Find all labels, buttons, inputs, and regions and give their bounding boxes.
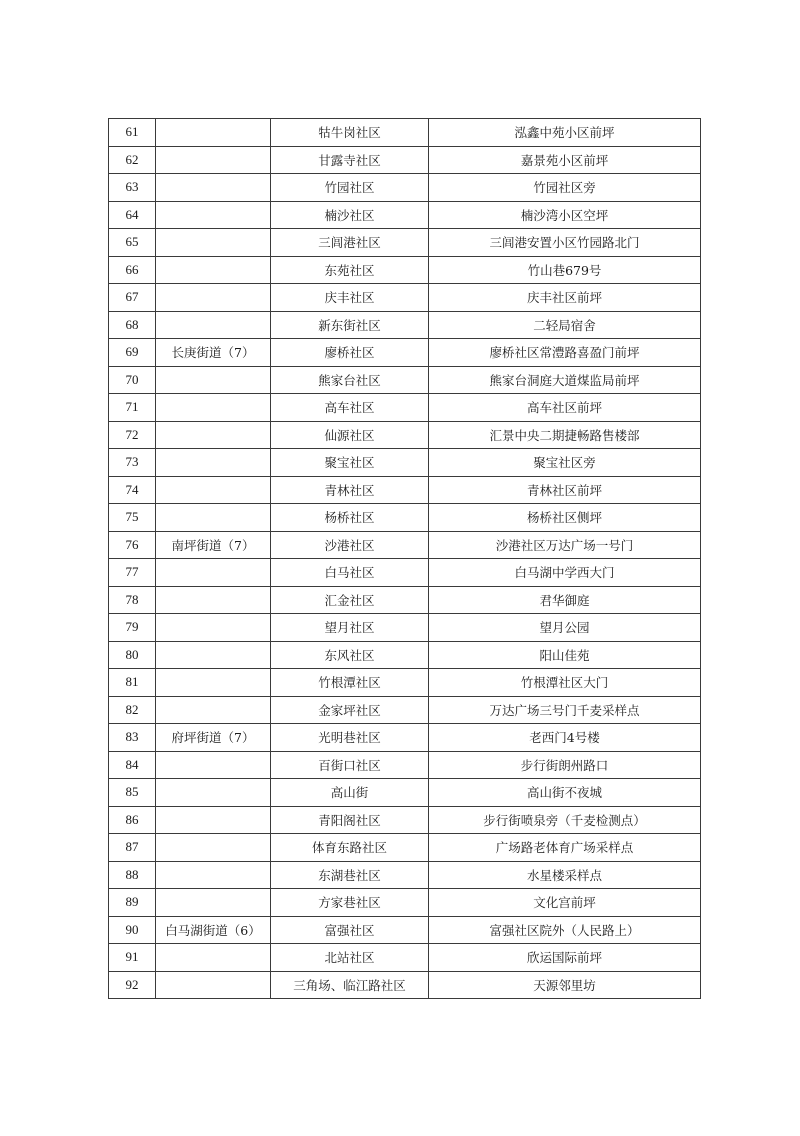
sampling-site: 沙港社区万达广场一号门 — [429, 531, 701, 559]
row-number: 72 — [109, 421, 156, 449]
street-name — [156, 889, 271, 917]
street-name — [156, 861, 271, 889]
street-name — [156, 229, 271, 257]
street-name — [156, 119, 271, 147]
sampling-site: 步行街朗州路口 — [429, 751, 701, 779]
sampling-site: 欣运国际前坪 — [429, 944, 701, 972]
table-row — [109, 779, 701, 807]
row-number: 71 — [109, 394, 156, 422]
street-name — [156, 806, 271, 834]
row-number: 66 — [109, 256, 156, 284]
sampling-site: 阳山佳苑 — [429, 641, 701, 669]
street-name — [156, 394, 271, 422]
community-name: 百街口社区 — [271, 751, 429, 779]
community-name: 北站社区 — [271, 944, 429, 972]
table-row — [109, 751, 701, 779]
community-name: 东苑社区 — [271, 256, 429, 284]
community-name: 东湖巷社区 — [271, 861, 429, 889]
street-name — [156, 421, 271, 449]
row-number: 73 — [109, 449, 156, 477]
table-row — [109, 614, 701, 642]
row-number: 65 — [109, 229, 156, 257]
row-number: 91 — [109, 944, 156, 972]
community-name: 方家巷社区 — [271, 889, 429, 917]
sampling-site: 广场路老体育广场采样点 — [429, 834, 701, 862]
row-number: 70 — [109, 366, 156, 394]
table-row — [109, 834, 701, 862]
sampling-site: 步行街喷泉旁（千麦检测点） — [429, 806, 701, 834]
table-row — [109, 256, 701, 284]
sampling-site: 青林社区前坪 — [429, 476, 701, 504]
row-number: 69 — [109, 339, 156, 367]
community-name: 高山街 — [271, 779, 429, 807]
sampling-site: 三闾港安置小区竹园路北门 — [429, 229, 701, 257]
table-row — [109, 559, 701, 587]
sampling-site: 廖桥社区常澧路喜盈门前坪 — [429, 339, 701, 367]
row-number: 85 — [109, 779, 156, 807]
community-name: 聚宝社区 — [271, 449, 429, 477]
row-number: 92 — [109, 971, 156, 999]
row-number: 89 — [109, 889, 156, 917]
community-name: 竹园社区 — [271, 174, 429, 202]
community-name: 东风社区 — [271, 641, 429, 669]
table-row — [109, 146, 701, 174]
street-name — [156, 449, 271, 477]
sampling-site: 竹山巷679号 — [429, 256, 701, 284]
community-name: 廖桥社区 — [271, 339, 429, 367]
row-number: 74 — [109, 476, 156, 504]
row-number: 90 — [109, 916, 156, 944]
street-name — [156, 641, 271, 669]
table-row — [109, 476, 701, 504]
table-row — [109, 174, 701, 202]
community-name: 体育东路社区 — [271, 834, 429, 862]
street-name — [156, 834, 271, 862]
community-name: 青阳阁社区 — [271, 806, 429, 834]
sampling-site: 汇景中央二期捷畅路售楼部 — [429, 421, 701, 449]
street-name — [156, 751, 271, 779]
row-number: 67 — [109, 284, 156, 312]
table-row — [109, 421, 701, 449]
community-name: 牯牛岗社区 — [271, 119, 429, 147]
street-name: 白马湖街道（6） — [156, 916, 271, 944]
street-name — [156, 944, 271, 972]
community-name: 熊家台社区 — [271, 366, 429, 394]
street-name — [156, 146, 271, 174]
sampling-site: 熊家台洞庭大道煤监局前坪 — [429, 366, 701, 394]
community-name: 白马社区 — [271, 559, 429, 587]
table-row — [109, 944, 701, 972]
community-name: 楠沙社区 — [271, 201, 429, 229]
table-row — [109, 696, 701, 724]
sampling-site-table — [108, 118, 701, 999]
community-name: 三角场、临江路社区 — [271, 971, 429, 999]
street-name — [156, 696, 271, 724]
row-number: 76 — [109, 531, 156, 559]
table-body — [109, 119, 701, 999]
row-number: 81 — [109, 669, 156, 697]
sampling-site: 竹根潭社区大门 — [429, 669, 701, 697]
street-name — [156, 311, 271, 339]
row-number: 79 — [109, 614, 156, 642]
community-name: 庆丰社区 — [271, 284, 429, 312]
row-number: 87 — [109, 834, 156, 862]
table-row — [109, 806, 701, 834]
row-number: 80 — [109, 641, 156, 669]
sampling-site: 杨桥社区侧坪 — [429, 504, 701, 532]
table-row — [109, 889, 701, 917]
community-name: 富强社区 — [271, 916, 429, 944]
street-name — [156, 971, 271, 999]
table-row — [109, 394, 701, 422]
street-name: 府坪街道（7） — [156, 724, 271, 752]
table-row — [109, 861, 701, 889]
street-name: 长庚街道（7） — [156, 339, 271, 367]
row-number: 77 — [109, 559, 156, 587]
sampling-site: 高车社区前坪 — [429, 394, 701, 422]
community-name: 甘露寺社区 — [271, 146, 429, 174]
street-name — [156, 779, 271, 807]
sampling-site: 聚宝社区旁 — [429, 449, 701, 477]
table-row — [109, 311, 701, 339]
table-row — [109, 531, 701, 559]
sampling-site: 嘉景苑小区前坪 — [429, 146, 701, 174]
row-number: 64 — [109, 201, 156, 229]
street-name — [156, 284, 271, 312]
sampling-site: 楠沙湾小区空坪 — [429, 201, 701, 229]
community-name: 沙港社区 — [271, 531, 429, 559]
row-number: 84 — [109, 751, 156, 779]
community-name: 竹根潭社区 — [271, 669, 429, 697]
street-name: 南坪街道（7） — [156, 531, 271, 559]
sampling-site: 庆丰社区前坪 — [429, 284, 701, 312]
row-number: 75 — [109, 504, 156, 532]
table-row — [109, 724, 701, 752]
street-name — [156, 504, 271, 532]
community-name: 仙源社区 — [271, 421, 429, 449]
table-row — [109, 586, 701, 614]
community-name: 光明巷社区 — [271, 724, 429, 752]
table-row — [109, 504, 701, 532]
street-name — [156, 366, 271, 394]
community-name: 三闾港社区 — [271, 229, 429, 257]
table-row — [109, 449, 701, 477]
row-number: 63 — [109, 174, 156, 202]
table-row — [109, 119, 701, 147]
sampling-site: 万达广场三号门千麦采样点 — [429, 696, 701, 724]
sampling-site: 高山街不夜城 — [429, 779, 701, 807]
table-row — [109, 641, 701, 669]
sampling-site: 二轻局宿舍 — [429, 311, 701, 339]
table-row — [109, 201, 701, 229]
row-number: 68 — [109, 311, 156, 339]
sampling-site: 望月公园 — [429, 614, 701, 642]
community-name: 杨桥社区 — [271, 504, 429, 532]
sampling-site: 富强社区院外（人民路上） — [429, 916, 701, 944]
sampling-site: 水星楼采样点 — [429, 861, 701, 889]
table-row — [109, 284, 701, 312]
table-row — [109, 229, 701, 257]
street-name — [156, 476, 271, 504]
sampling-site: 君华御庭 — [429, 586, 701, 614]
table-row — [109, 971, 701, 999]
street-name — [156, 559, 271, 587]
street-name — [156, 614, 271, 642]
sampling-site: 白马湖中学西大门 — [429, 559, 701, 587]
table-row — [109, 669, 701, 697]
community-name: 高车社区 — [271, 394, 429, 422]
row-number: 86 — [109, 806, 156, 834]
row-number: 88 — [109, 861, 156, 889]
sampling-site: 老西门4号楼 — [429, 724, 701, 752]
row-number: 83 — [109, 724, 156, 752]
street-name — [156, 174, 271, 202]
row-number: 82 — [109, 696, 156, 724]
community-name: 汇金社区 — [271, 586, 429, 614]
row-number: 62 — [109, 146, 156, 174]
sampling-site: 文化宫前坪 — [429, 889, 701, 917]
table-row — [109, 339, 701, 367]
community-name: 望月社区 — [271, 614, 429, 642]
street-name — [156, 669, 271, 697]
community-name: 青林社区 — [271, 476, 429, 504]
sampling-site: 泓鑫中苑小区前坪 — [429, 119, 701, 147]
row-number: 78 — [109, 586, 156, 614]
row-number: 61 — [109, 119, 156, 147]
sampling-site: 竹园社区旁 — [429, 174, 701, 202]
sampling-site: 天源邻里坊 — [429, 971, 701, 999]
street-name — [156, 201, 271, 229]
table-row — [109, 366, 701, 394]
community-name: 金家坪社区 — [271, 696, 429, 724]
table-row — [109, 916, 701, 944]
street-name — [156, 256, 271, 284]
street-name — [156, 586, 271, 614]
community-name: 新东街社区 — [271, 311, 429, 339]
